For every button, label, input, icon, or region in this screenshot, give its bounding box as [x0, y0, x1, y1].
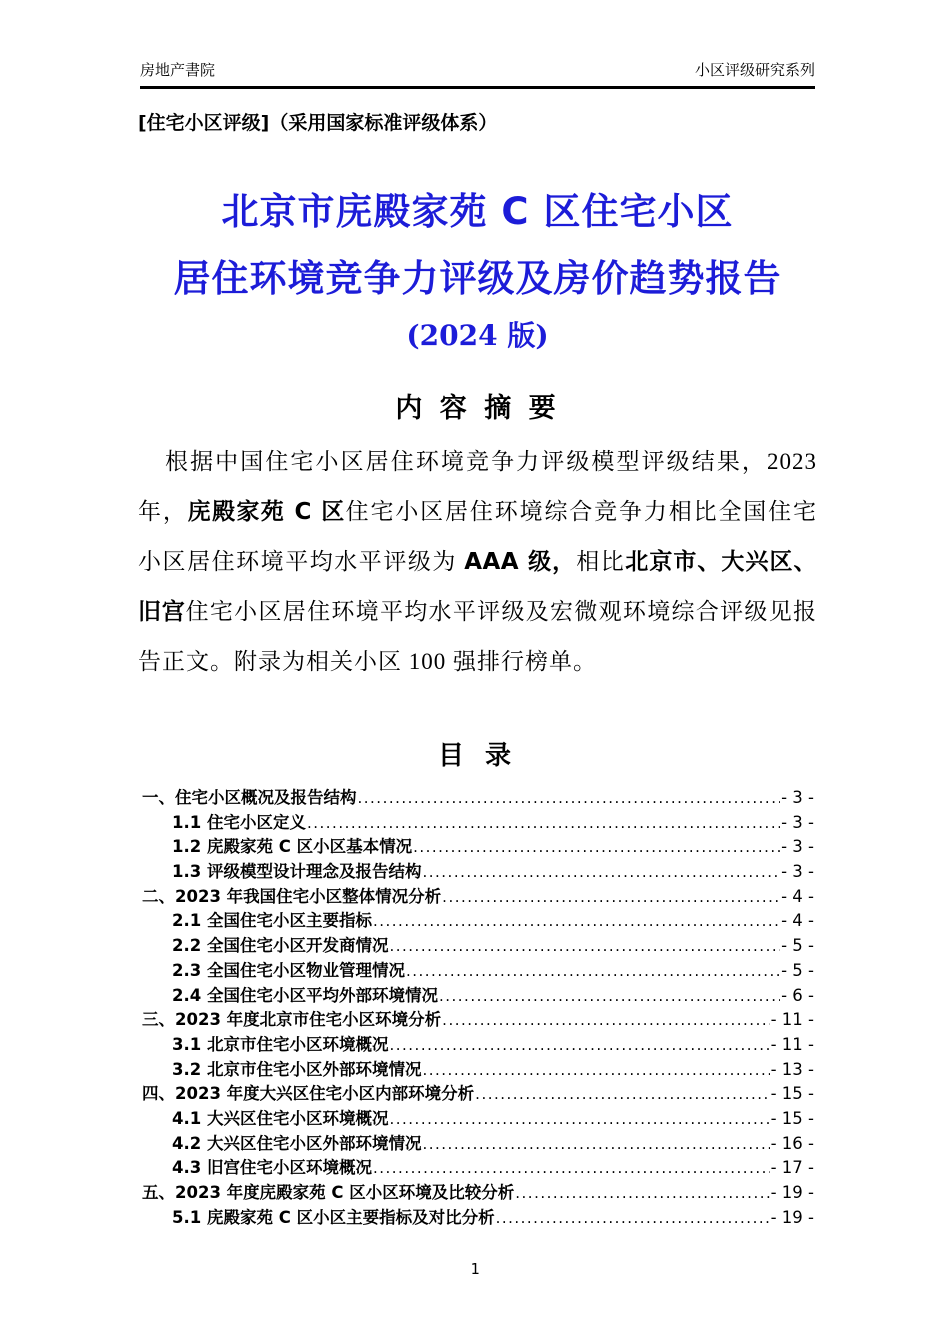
toc-leader-dots: [422, 1061, 769, 1081]
toc-entry-label: 五、2023 年度庑殿家苑 C 区小区环境及比较分析: [142, 1183, 515, 1202]
toc-page-number: - 17 -: [770, 1158, 814, 1178]
report-title-line1: 北京市庑殿家苑 C 区住宅小区: [221, 190, 734, 233]
toc-leader-dots: [389, 1110, 769, 1130]
page-number: 1: [470, 1260, 480, 1278]
summary-paragraph: [138, 437, 817, 687]
toc-page-number: - 3 -: [781, 862, 814, 882]
toc-leader-dots: [475, 1085, 769, 1105]
rating-system-note: [住宅小区评级]（采用国家标准评级体系）: [138, 112, 498, 134]
toc-entry: [142, 957, 814, 982]
toc-entry-label: 4.3 旧宫住宅小区环境概况: [172, 1158, 372, 1178]
toc-entry-label: 三、2023 年度北京市住宅小区环境分析: [142, 1010, 442, 1030]
summary-text-segment: 根据中国住宅小区居住环境竞争力评级模型评级结果，2023 年，: [138, 449, 817, 524]
toc-page-number: - 4 -: [781, 886, 814, 906]
toc-page-number: - 5 -: [781, 936, 814, 956]
toc-entry: [142, 1080, 814, 1105]
toc-entry-label: 2.4 全国住宅小区平均外部环境情况: [172, 985, 438, 1005]
toc-page-number: - 5 -: [781, 960, 814, 980]
toc-leader-dots: [373, 912, 780, 932]
toc-entry-label: 四、2023 年度大兴区住宅小区内部环境分析: [142, 1084, 475, 1104]
toc-page-number: - 13 -: [770, 1059, 814, 1079]
summary-text-segment: 庑殿家苑 C 区: [187, 499, 346, 525]
toc-entry: [142, 858, 814, 883]
toc-entry: [142, 1006, 814, 1031]
toc-leader-dots: [442, 888, 780, 908]
header-left-text: 房地产書院: [140, 61, 216, 79]
toc-entry-label: 2.3 全国住宅小区物业管理情况: [172, 960, 405, 980]
toc-entry: [142, 1031, 814, 1056]
toc-entry-label: 1.2 庑殿家苑 C 区小区基本情况: [172, 837, 413, 857]
toc-heading: 目 录: [437, 741, 518, 771]
summary-text-segment: AAA 级，: [464, 549, 577, 575]
toc-entry-label: 3.2 北京市住宅小区外部环境情况: [172, 1059, 422, 1079]
toc-leader-dots: [496, 1209, 770, 1229]
toc-entry: [142, 907, 814, 932]
toc-entry: [142, 932, 814, 957]
toc-list: [142, 784, 814, 1228]
page-header: [140, 60, 815, 80]
header-divider: [140, 86, 815, 89]
summary-text-segment: 住宅小区居住环境综合竞争力相比全国住宅小区居住环境平均水平评级为: [138, 499, 818, 574]
toc-leader-dots: [422, 863, 780, 883]
toc-entry: [142, 784, 814, 809]
toc-leader-dots: [422, 1135, 769, 1155]
toc-entry: [142, 1130, 814, 1155]
toc-entry-label: 2.2 全国住宅小区开发商情况: [172, 936, 389, 956]
toc-entry-label: 5.1 庑殿家苑 C 区小区主要指标及对比分析: [172, 1207, 495, 1227]
report-title-edition: (2024 版): [406, 319, 549, 352]
toc-page-number: - 11 -: [770, 1034, 814, 1054]
toc-page-number: - 3 -: [781, 837, 814, 857]
toc-entry: [142, 1154, 814, 1179]
toc-entry: [142, 982, 814, 1007]
toc-entry-label: 1.3 评级模型设计理念及报告结构: [172, 862, 422, 882]
toc-leader-dots: [439, 987, 780, 1007]
header-right-text: 小区评级研究系列: [694, 61, 815, 79]
toc-page-number: - 6 -: [781, 985, 814, 1005]
toc-leader-dots: [358, 789, 781, 809]
summary-text-segment: 相比: [576, 549, 626, 574]
toc-entry: [142, 1105, 814, 1130]
toc-entry-label: 二、2023 年我国住宅小区整体情况分析: [142, 886, 442, 906]
toc-page-number: - 15 -: [770, 1108, 814, 1128]
toc-entry: [142, 809, 814, 834]
toc-page-number: - 16 -: [770, 1133, 814, 1153]
toc-page-number: - 19 -: [770, 1183, 814, 1202]
report-title-line2: 居住环境竞争力评级及房价趋势报告: [173, 257, 782, 300]
toc-entry-label: 1.1 住宅小区定义: [172, 812, 306, 832]
toc-entry: [142, 1204, 814, 1229]
toc-page-number: - 19 -: [770, 1207, 814, 1227]
toc-page-number: - 11 -: [770, 1010, 814, 1030]
toc-entry: [142, 1179, 814, 1204]
toc-entry-label: 4.1 大兴区住宅小区环境概况: [172, 1108, 389, 1128]
toc-leader-dots: [413, 838, 780, 858]
toc-leader-dots: [442, 1011, 769, 1031]
toc-leader-dots: [373, 1159, 770, 1179]
summary-text-segment: 住宅小区居住环境平均水平评级及宏微观环境综合评级见报告正文。附录为相关小区 100 强排行榜单。: [138, 599, 818, 674]
toc-entry: [142, 883, 814, 908]
toc-page-number: - 3 -: [781, 812, 814, 832]
toc-page-number: - 15 -: [770, 1084, 814, 1104]
toc-page-number: - 3 -: [781, 788, 814, 807]
toc-entry-label: 3.1 北京市住宅小区环境概况: [172, 1034, 389, 1054]
summary-heading: 内 容 摘 要: [395, 393, 560, 424]
toc-leader-dots: [389, 1036, 769, 1056]
summary-text-segment: 北京市、大兴区、旧宫: [138, 549, 818, 625]
toc-entry-label: 4.2 大兴区住宅小区外部环境情况: [172, 1133, 422, 1153]
toc-entry: [142, 833, 814, 858]
toc-leader-dots: [389, 937, 780, 957]
toc-leader-dots: [406, 962, 780, 982]
toc-leader-dots: [515, 1184, 769, 1204]
toc-page-number: - 4 -: [781, 911, 814, 931]
toc-entry-label: 2.1 全国住宅小区主要指标: [172, 911, 372, 931]
toc-leader-dots: [307, 814, 780, 834]
toc-entry-label: 一、住宅小区概况及报告结构: [142, 788, 357, 807]
toc-entry: [142, 1056, 814, 1081]
